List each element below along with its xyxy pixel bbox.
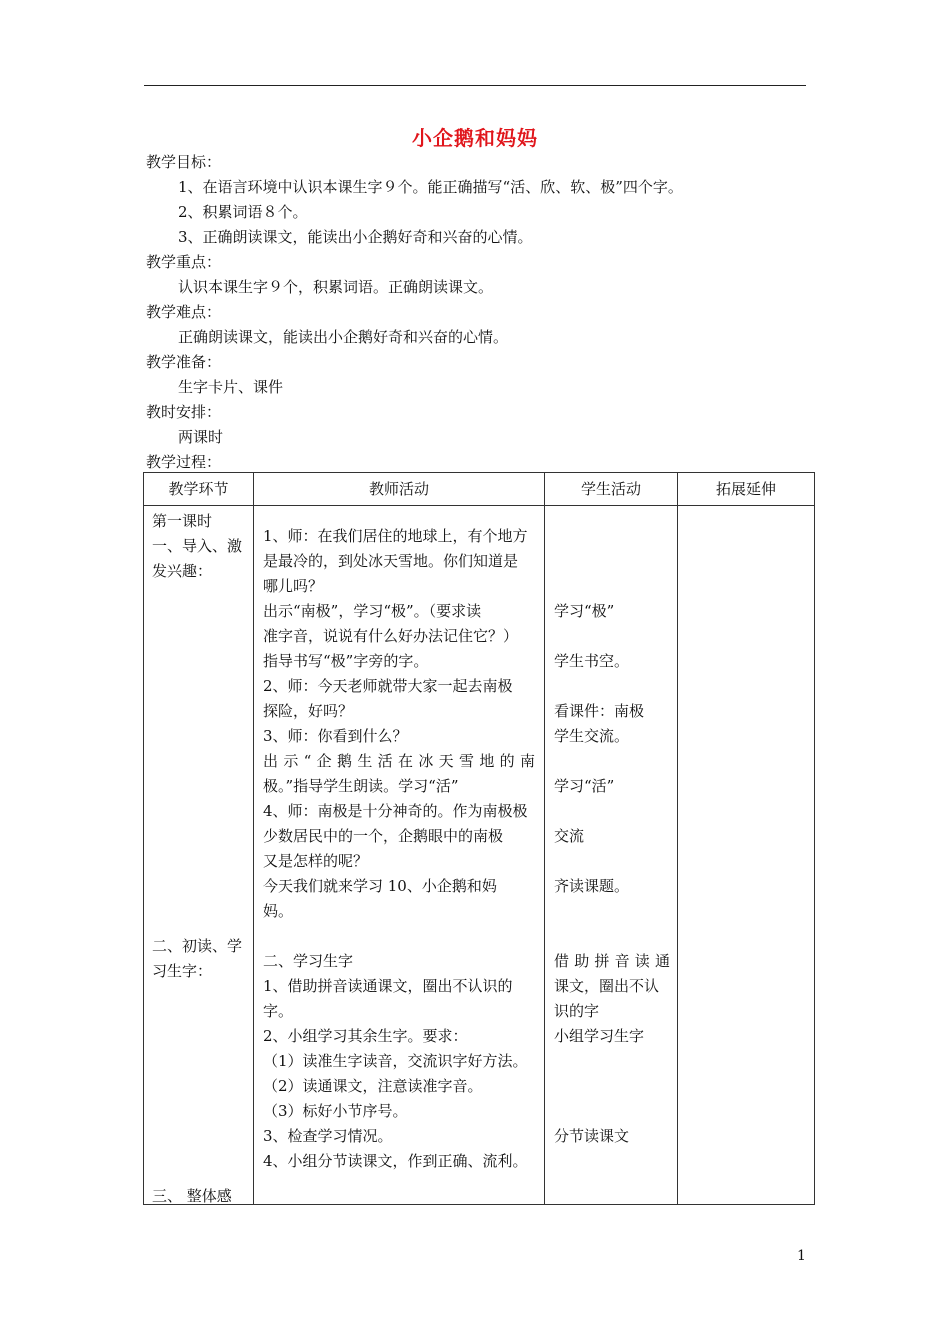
- process-heading: 教学过程：: [146, 453, 222, 471]
- student-line: 课文，圈出不认: [554, 977, 660, 995]
- student-line: 看课件：南极: [554, 702, 645, 720]
- column-header-extension: 拓展延伸: [678, 473, 815, 506]
- teacher-line: 是最冷的，到处冰天雪地。你们知道是: [263, 552, 519, 570]
- student-line: 齐读课题。: [554, 877, 630, 895]
- teacher-line: 2、师：今天老师就带大家一起去南极: [263, 677, 513, 695]
- student-line: 学生书空。: [554, 652, 630, 670]
- teacher-line: 少数居民中的一个，企鹅眼中的南极: [263, 827, 504, 845]
- teacher-line: 探险，好吗？: [263, 702, 354, 720]
- teacher-line: 妈。: [263, 902, 294, 920]
- page-number: 1: [797, 1248, 806, 1264]
- teacher-line: 指导书写“极”字旁的字。: [263, 652, 429, 670]
- objective-item-2: 2、积累词语８个。: [178, 203, 308, 221]
- difficulties-heading: 教学难点：: [146, 303, 222, 321]
- teacher-line: 1、师：在我们居住的地球上，有个地方: [263, 527, 528, 545]
- stage-line: 二、初读、学: [152, 937, 243, 955]
- teacher-line: 又是怎样的呢？: [263, 852, 369, 870]
- student-line: 学习“极”: [554, 602, 615, 620]
- column-header-student: 学生活动: [545, 473, 678, 506]
- table-row: [144, 506, 815, 1205]
- table-header-row: [144, 473, 815, 506]
- stage-line: 第一课时: [152, 512, 213, 530]
- teacher-line: 极。”指导学生朗读。学习“活”: [263, 777, 459, 795]
- student-line: 借助拼音读通: [554, 952, 670, 970]
- process-table: [143, 472, 815, 1205]
- objective-item-1: 1、在语言环境中认识本课生字９个。能正确描写“活、欣、软、极”四个字。: [178, 178, 683, 196]
- teacher-line: （3）标好小节序号。: [263, 1102, 408, 1120]
- teacher-cell: [254, 506, 545, 1205]
- objective-item-3: 3、正确朗读课文，能读出小企鹅好奇和兴奋的心情。: [178, 228, 533, 246]
- column-header-stage: 教学环节: [144, 473, 254, 506]
- student-line: 分节读课文: [554, 1127, 630, 1145]
- teacher-line: 出示“企鹅生活在冰天雪地的南: [263, 752, 535, 770]
- preparation-heading: 教学准备：: [146, 353, 222, 371]
- key-points-text: 认识本课生字９个，积累词语。正确朗读课文。: [178, 278, 494, 296]
- schedule-heading: 教时安排：: [146, 403, 222, 421]
- teacher-line: 3、师：你看到什么？: [263, 727, 408, 745]
- teacher-line: 二、学习生字: [263, 952, 354, 970]
- student-line: 交流: [554, 827, 585, 845]
- stage-line: 发兴趣：: [152, 562, 213, 580]
- stage-cell: [144, 506, 254, 1205]
- teacher-line: 3、检查学习情况。: [263, 1127, 393, 1145]
- difficulties-text: 正确朗读课文，能读出小企鹅好奇和兴奋的心情。: [178, 328, 509, 346]
- stage-line: 习生字：: [152, 962, 213, 980]
- column-header-teacher: 教师活动: [254, 473, 545, 506]
- teacher-line: 出示“南极”，学习“极”。（要求读: [263, 602, 482, 620]
- teacher-line: 4、师：南极是十分神奇的。作为南极极: [263, 802, 528, 820]
- teacher-line: 1、借助拼音读通课文，圈出不认识的: [263, 977, 513, 995]
- stage-line: 三、 整体感: [152, 1187, 232, 1205]
- teacher-line: 字。: [263, 1002, 294, 1020]
- lesson-title: 小企鹅和妈妈: [412, 126, 538, 150]
- student-line: 学习“活”: [554, 777, 615, 795]
- teacher-line: 今天我们就来学习 10、小企鹅和妈: [263, 877, 497, 895]
- stage-line: 一、导入、激: [152, 537, 243, 555]
- schedule-text: 两课时: [178, 428, 224, 446]
- student-line: 小组学习生字: [554, 1027, 645, 1045]
- teacher-line: 准字音，说说有什么好办法记住它？）: [263, 627, 519, 645]
- student-line: 识的字: [554, 1002, 600, 1020]
- extension-cell: [678, 506, 815, 1205]
- teacher-line: 4、小组分节读课文，作到正确、流利。: [263, 1152, 528, 1170]
- student-cell: [545, 506, 678, 1205]
- objectives-heading: 教学目标：: [146, 153, 222, 171]
- teacher-line: （1）读准生字读音，交流识字好方法。: [263, 1052, 528, 1070]
- header-rule: [144, 85, 806, 86]
- preparation-text: 生字卡片、课件: [178, 378, 284, 396]
- teacher-line: 2、小组学习其余生字。要求：: [263, 1027, 468, 1045]
- key-points-heading: 教学重点：: [146, 253, 222, 271]
- teacher-line: 哪儿吗？: [263, 577, 324, 595]
- student-line: 学生交流。: [554, 727, 630, 745]
- teacher-line: （2）读通课文，注意读准字音。: [263, 1077, 483, 1095]
